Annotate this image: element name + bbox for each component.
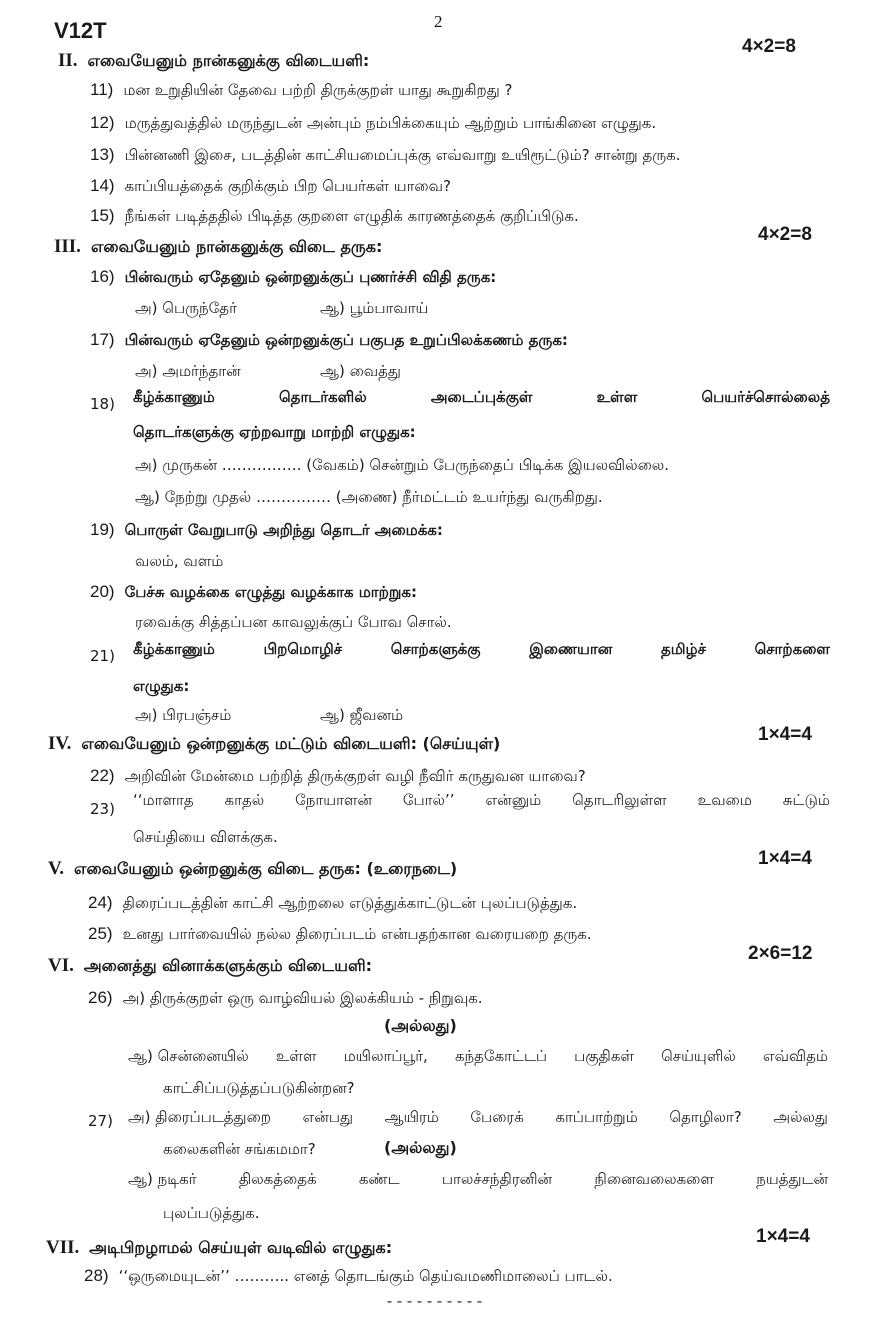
question-14: 14) காப்பியத்தைக் குறிக்கும் பிற பெயர்கள் யாவை? — [90, 176, 451, 195]
q17-option-b: ஆ) வைத்து — [320, 362, 401, 380]
section-2-marks: 4×2=8 — [742, 36, 796, 57]
question-13: 13) பின்னணி இசை, படத்தின் காட்சியமைப்புக்கு எவ்வாறு உயிரூட்டும்? சான்று தருக. — [90, 145, 681, 164]
question-15: 15) நீங்கள் படித்ததில் பிடித்த குறளை எழுதிக் காரணத்தைக் குறிப்பிடுக. — [90, 206, 579, 225]
section-7-marks: 1×4=4 — [756, 1226, 810, 1247]
question-23-number: 23) — [90, 800, 115, 818]
q19-words: வலம், வளம் — [135, 552, 224, 570]
q16-option-a: அ) பெருந்தேர் — [135, 299, 237, 317]
q18-option-b: ஆ) நேற்று முதல் …………… (அணை) நீர்மட்டம் உயர்ந்து வருகிறது. — [135, 488, 603, 506]
q26-or-label: (அல்லது) — [384, 1016, 457, 1035]
question-18-line1: கீழ்க்காணும் தொடர்களில் அடைப்புக்குள் உள்ள பெயர்ச்சொல்லைத் — [133, 388, 830, 406]
end-dashes: ---------- — [385, 1294, 486, 1311]
question-12: 12) மருத்துவத்தில் மருந்துடன் அன்பும் நம்பிக்கையும் ஆற்றும் பாங்கினை எழுதுக. — [90, 113, 657, 132]
question-28: 28) ‘‘ஒருமையுடன்’’ ……….. எனத் தொடங்கும் தெய்வமணிமாலைப் பாடல். — [84, 1266, 613, 1285]
section-6-heading: VI. அனைத்து வினாக்களுக்கும் விடையளி: — [48, 955, 373, 976]
question-11: 11) மன உறுதியின் தேவை பற்றி திருக்குறள் யாது கூறுகிறது ? — [90, 80, 513, 99]
question-27-part-b-line1: ஆ) நடிகர் திலகத்தைக் கண்ட பாலச்சந்திரனின் நினைவலைகளை நயத்துடன் — [128, 1170, 828, 1188]
section-5-marks: 1×4=4 — [758, 848, 812, 869]
question-18-number: 18) — [90, 395, 115, 413]
q16-option-b: ஆ) பூம்பாவாய் — [320, 299, 429, 317]
question-21-line2: எழுதுக: — [133, 677, 190, 695]
section-7-heading: VII. அடிபிறழாமல் செய்யுள் வடிவில் எழுதுக: — [46, 1237, 393, 1258]
q17-option-a: அ) அமர்ந்தான் — [135, 362, 241, 380]
q18-option-a: அ) முருகன் ……………. (வேகம்) சென்றும் பேருந்தைப் பிடிக்க இயலவில்லை. — [135, 456, 669, 474]
question-18-line2: தொடர்களுக்கு ஏற்றவாறு மாற்றி எழுதுக: — [133, 423, 416, 441]
section-title: எவையேனும் நான்கனுக்கு விடையளி: — [87, 51, 370, 70]
question-21-line1: கீழ்க்காணும் பிறமொழிச் சொற்களுக்கு இணையான தமிழ்ச் சொற்களை — [133, 640, 830, 658]
question-19: 19) பொருள் வேறுபாடு அறிந்து தொடர் அமைக்க: — [90, 520, 443, 539]
q27-or-label: (அல்லது) — [384, 1138, 457, 1157]
section-5-heading: V. எவையேனும் ஒன்றனுக்கு விடை தருக: (உரைநடை) — [48, 858, 458, 879]
q21-option-b: ஆ) ஜீவனம் — [320, 706, 404, 724]
question-27-number: 27) — [88, 1112, 113, 1130]
question-26-part-a: 26) அ) திருக்குறள் ஒரு வாழ்வியல் இலக்கியம் - நிறுவுக. — [88, 988, 483, 1007]
section-2-heading — [58, 50, 369, 72]
section-3-marks: 4×2=8 — [758, 224, 812, 245]
page-number: 2 — [434, 12, 443, 31]
question-23-line1: ‘‘மாளாத காதல் நோயாளன் போல்’’ என்னும் தொடரிலுள்ள உவமை சுட்டும் — [133, 791, 830, 809]
question-27-part-a-line2: கலைகளின் சங்கமமா? — [163, 1140, 316, 1158]
question-16: 16) பின்வரும் ஏதேனும் ஒன்றனுக்குப் புணர்ச்சி விதி தருக: — [90, 267, 497, 286]
q21-option-a: அ) பிரபஞ்சம் — [135, 706, 232, 724]
section-4-heading: IV. எவையேனும் ஒன்றனுக்கு மட்டும் விடையளி: (செய்யுள்) — [48, 733, 501, 754]
section-6-marks: 2×6=12 — [748, 943, 813, 964]
section-numeral: II. — [58, 50, 78, 71]
question-26-part-b-line2: காட்சிப்படுத்தப்படுகின்றன? — [163, 1079, 355, 1097]
paper-code: V12T — [54, 18, 107, 43]
question-20: 20) பேச்சு வழக்கை எழுத்து வழக்காக மாற்றுக: — [90, 582, 417, 601]
section-4-marks: 1×4=4 — [758, 724, 812, 745]
question-25: 25) உனது பார்வையில் நல்ல திரைப்படம் என்பதற்கான வரையறை தருக. — [88, 924, 592, 943]
section-3-heading: III. எவையேனும் நான்கனுக்கு விடை தருக: — [54, 236, 383, 257]
question-27-part-a-line1: அ) திரைப்படத்துறை என்பது ஆயிரம் பேரைக் காப்பாற்றும் தொழிலா? அல்லது — [128, 1108, 828, 1126]
question-17: 17) பின்வரும் ஏதேனும் ஒன்றனுக்குப் பகுபத உறுப்பிலக்கணம் தருக: — [90, 330, 568, 349]
question-22: 22) அறிவின் மேன்மை பற்றித் திருக்குறள் வழி நீவிர் கருதுவன யாவை? — [90, 766, 586, 785]
question-21-number: 21) — [90, 647, 115, 665]
question-27-part-b-line2: புலப்படுத்துக. — [163, 1204, 260, 1222]
question-23-line2: செய்தியை விளக்குக. — [133, 828, 278, 846]
question-24: 24) திரைப்படத்தின் காட்சி ஆற்றலை எடுத்துக்காட்டுடன் புலப்படுத்துக. — [88, 893, 578, 912]
question-26-part-b-line1: ஆ) சென்னையில் உள்ள மயிலாப்பூர், கந்தகோட்டப் பகுதிகள் செய்யுளில் எவ்விதம் — [128, 1047, 828, 1065]
q20-sentence: ரவைக்கு சித்தப்பன காவலுக்குப் போவ சொல். — [135, 613, 452, 631]
